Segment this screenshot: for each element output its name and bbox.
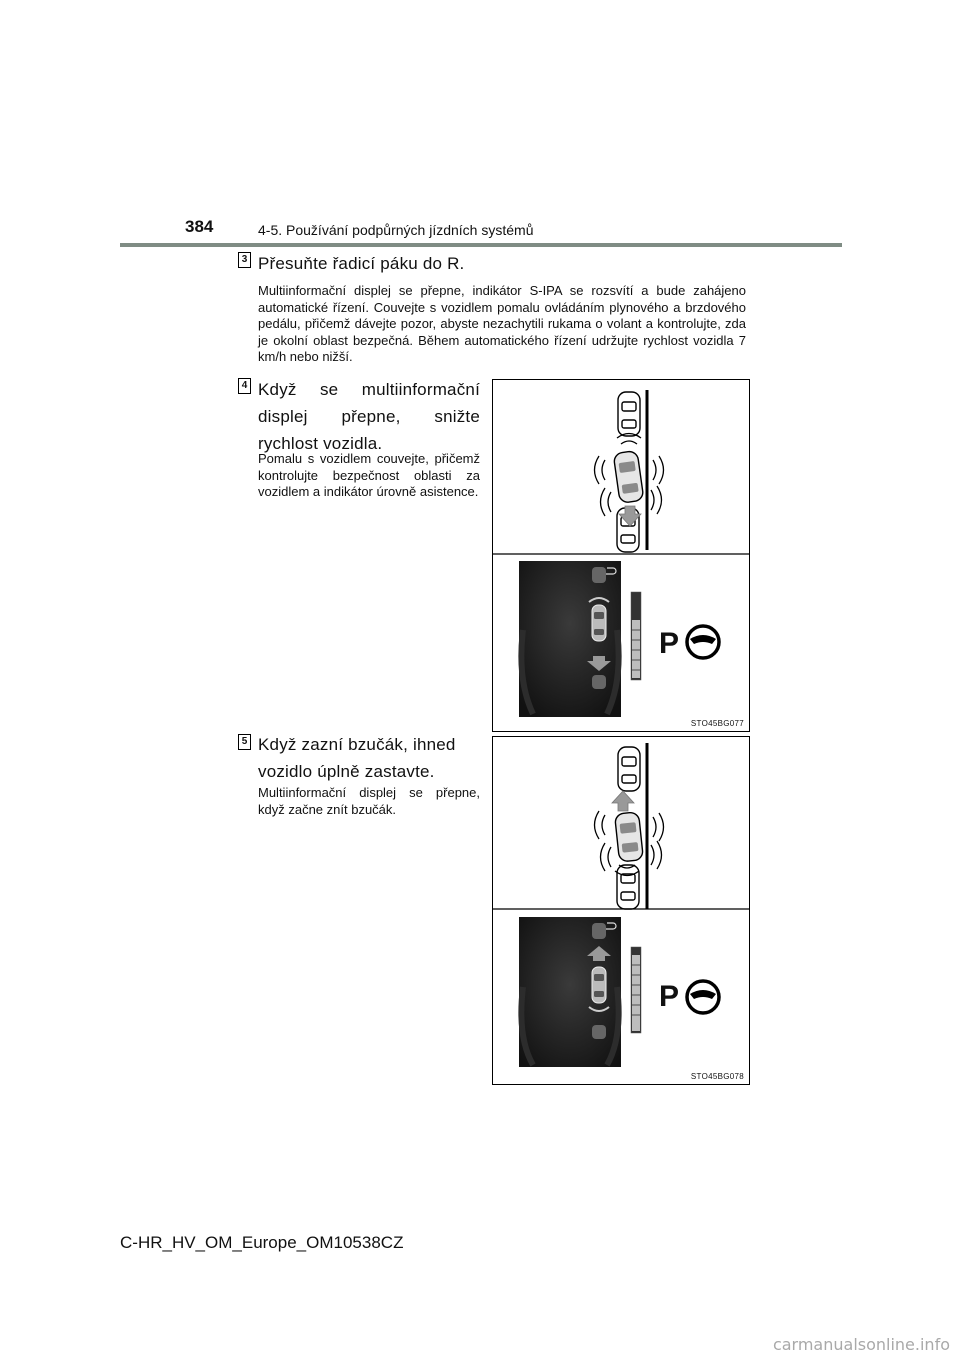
parked-car-front-icon <box>618 392 640 436</box>
figure-code: STO45BG077 <box>690 719 744 728</box>
forward-arrow-icon <box>612 791 634 811</box>
page-number: 384 <box>185 217 214 236</box>
stop-vehicle-illustration <box>493 737 749 1084</box>
figure-step-5 <box>492 736 750 1085</box>
steering-wheel-icon <box>687 981 719 1013</box>
watermark: carmanualsonline.info <box>772 1335 950 1354</box>
step-3-body: Multiinformační displej se přepne, indikátor S-IPA se rozsvítí a bude zahájeno automatické řízení. Couvejte s vozidlem pomalu ovládáním plynového a brzdového pedálu, přičemž dávejte pozor, abyste nezachytili rukama o volant a kontrolujte, zda je okolní oblast bezpečná. Během automatického řízení udržujte rychlost vozidla 7 km/h nebo nižší. <box>258 283 746 364</box>
mid-display-screen <box>519 561 641 717</box>
page-header <box>0 0 960 250</box>
figure-step-4 <box>492 379 750 732</box>
section-title: 4-5. Používání podpůrných jízdních systémů <box>258 222 534 238</box>
header-divider <box>120 243 842 247</box>
parked-car-rear-icon <box>617 865 639 909</box>
step-4-heading: Když se multiinformační displej přepne, snižte rychlost vozidla. <box>258 380 480 453</box>
step-5-badge: 5 <box>238 734 251 750</box>
display-p-letter: P <box>659 980 680 1013</box>
parked-car-front-icon <box>618 747 640 791</box>
steering-wheel-icon <box>687 626 719 658</box>
step-3-heading: Přesuňte řadicí páku do R. <box>258 254 465 273</box>
step-4-body: Pomalu s vozidlem couvejte, přičemž kontrolujte bezpečnost oblasti za vozidlem a indikátor úrovně asistence. <box>258 451 480 499</box>
stopping-car-icon <box>615 812 644 862</box>
step-4-badge: 4 <box>238 378 251 394</box>
reversing-car-icon <box>613 450 644 503</box>
step-3-badge: 3 <box>238 252 251 268</box>
mid-display-screen <box>519 917 641 1067</box>
step-5-body: Multiinformační displej se přepne, když začne znít bzučák. <box>258 785 480 817</box>
step-5-heading: Když zazní bzučák, ihned vozidlo úplně zastavte. <box>258 735 456 781</box>
figure-code: STO45BG078 <box>690 1072 744 1081</box>
document-code: C-HR_HV_OM_Europe_OM10538CZ <box>120 1233 404 1252</box>
display-p-letter: P <box>659 627 680 660</box>
reverse-parking-illustration <box>493 380 749 731</box>
